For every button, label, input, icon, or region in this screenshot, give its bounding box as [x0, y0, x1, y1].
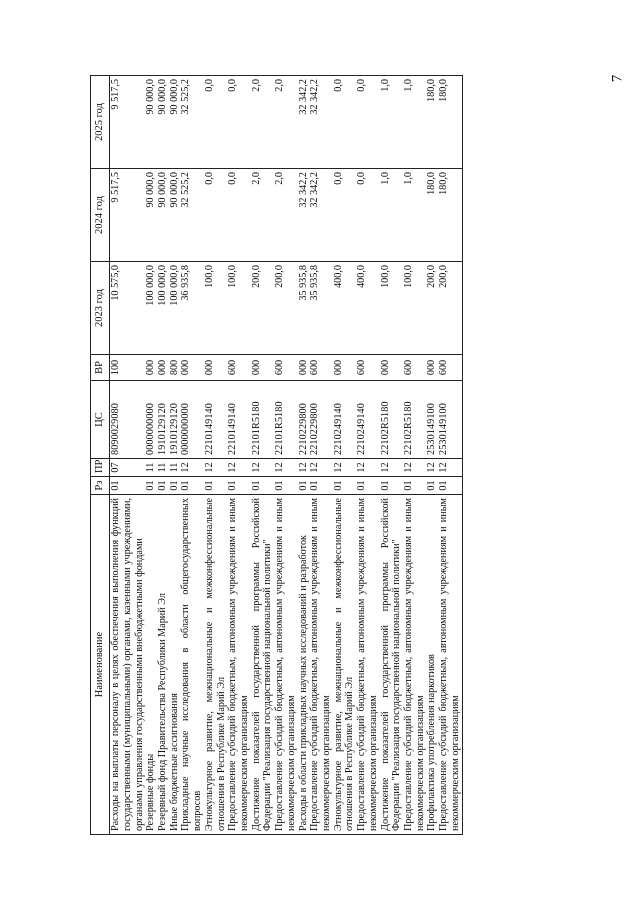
- row-cs: 2210149140: [204, 381, 227, 459]
- row-rz: 01: [309, 477, 332, 495]
- row-vr: 600: [309, 355, 332, 381]
- row-pr: 12: [438, 459, 462, 477]
- row-name: Достижение показателей государственной программы Российской Федерации "Реализация государственной национальной политики": [251, 495, 274, 835]
- row-pr: 12: [251, 459, 274, 477]
- row-name: Профилактика употребления наркотиков: [426, 495, 438, 835]
- rotated-table-container: [90, 75, 610, 835]
- row-value-2023: 100 000,0: [169, 262, 181, 355]
- row-cs: 0000000000: [180, 381, 203, 459]
- row-name: Предоставление субсидий бюджетным, автономным учреждениям и иным некоммерческим организациям: [438, 495, 462, 835]
- table-row: [356, 76, 379, 835]
- row-pr: 12: [274, 459, 297, 477]
- table-header-row: [91, 76, 110, 835]
- row-rz: 01: [251, 477, 274, 495]
- row-cs: 22101R5180: [274, 381, 297, 459]
- row-rz: 01: [180, 477, 203, 495]
- row-pr: 12: [356, 459, 379, 477]
- row-name: Предоставление субсидий бюджетным, автономным учреждениям и иным некоммерческим организациям: [309, 495, 332, 835]
- row-value-2024: 2,0: [251, 169, 274, 262]
- table-row: [157, 76, 169, 835]
- row-name: Резервные фонды: [145, 495, 157, 835]
- row-name: Этнокультурное развитие, межнациональные и межконфессиональные отношения в Республике Марий Эл: [333, 495, 356, 835]
- row-value-2023: 100,0: [204, 262, 227, 355]
- row-value-2024: 90 000,0: [169, 169, 181, 262]
- row-value-2023: 400,0: [333, 262, 356, 355]
- row-vr: 100: [110, 355, 146, 381]
- row-value-2024: 0,0: [227, 169, 250, 262]
- row-cs: 2210149140: [227, 381, 250, 459]
- row-rz: 01: [169, 477, 181, 495]
- row-value-2025: 90 000,0: [169, 76, 181, 169]
- row-name: Расходы в области прикладных научных исследований и разработок: [298, 495, 310, 835]
- row-value-2025: 0,0: [356, 76, 379, 169]
- row-vr: 800: [169, 355, 181, 381]
- row-rz: 01: [274, 477, 297, 495]
- row-value-2024: 32 525,2: [180, 169, 203, 262]
- row-cs: 2530149100: [426, 381, 438, 459]
- table-row: [333, 76, 356, 835]
- row-pr: 12: [403, 459, 426, 477]
- row-rz: 01: [145, 477, 157, 495]
- header-2023: 2023 год: [91, 262, 110, 355]
- table-row: [204, 76, 227, 835]
- row-cs: 8090029080: [110, 381, 146, 459]
- header-vr: ВР: [91, 355, 110, 381]
- row-cs: 22101R5180: [251, 381, 274, 459]
- row-name: Предоставление субсидий бюджетным, автономным учреждениям и иным некоммерческим организациям: [274, 495, 297, 835]
- row-cs: 2530149100: [438, 381, 462, 459]
- row-value-2024: 0,0: [333, 169, 356, 262]
- row-pr: 12: [298, 459, 310, 477]
- row-value-2024: 2,0: [274, 169, 297, 262]
- row-value-2023: 100 000,0: [145, 262, 157, 355]
- page-number: 7: [609, 74, 626, 83]
- row-rz: 01: [356, 477, 379, 495]
- row-rz: 01: [426, 477, 438, 495]
- row-name: Резервный фонд Правительства Республики Марий Эл: [157, 495, 169, 835]
- table-row: [110, 76, 146, 835]
- budget-table: [90, 75, 463, 835]
- header-name: Наименование: [91, 495, 110, 835]
- row-vr: 000: [145, 355, 157, 381]
- row-value-2024: 1,0: [403, 169, 426, 262]
- row-value-2025: 0,0: [227, 76, 250, 169]
- row-value-2024: 32 342,2: [298, 169, 310, 262]
- row-value-2025: 2,0: [251, 76, 274, 169]
- row-value-2025: 180,0: [426, 76, 438, 169]
- row-pr: 12: [426, 459, 438, 477]
- row-name: Иные бюджетные ассигнования: [169, 495, 181, 835]
- row-value-2025: 32 525,2: [180, 76, 203, 169]
- row-vr: 600: [438, 355, 462, 381]
- header-2024: 2024 год: [91, 169, 110, 262]
- row-cs: 22102R5180: [380, 381, 403, 459]
- row-vr: 000: [426, 355, 438, 381]
- row-name: Предоставление субсидий бюджетным, автономным учреждениям и иным некоммерческим организациям: [356, 495, 379, 835]
- row-cs: 2210249140: [356, 381, 379, 459]
- row-rz: 01: [380, 477, 403, 495]
- row-pr: 11: [145, 459, 157, 477]
- table-row: [145, 76, 157, 835]
- row-name: Предоставление субсидий бюджетным, автономным учреждениям и иным некоммерческим организациям: [227, 495, 250, 835]
- row-name: Прикладные научные исследования в области общегосударственных вопросов: [180, 495, 203, 835]
- row-cs: 22102R5180: [403, 381, 426, 459]
- row-value-2025: 90 000,0: [157, 76, 169, 169]
- row-rz: 01: [110, 477, 146, 495]
- row-value-2024: 0,0: [204, 169, 227, 262]
- row-pr: 12: [180, 459, 203, 477]
- row-vr: 000: [204, 355, 227, 381]
- row-pr: 12: [309, 459, 332, 477]
- table-row: [380, 76, 403, 835]
- row-value-2023: 35 935,8: [309, 262, 332, 355]
- row-value-2024: 180,0: [426, 169, 438, 262]
- row-vr: 600: [356, 355, 379, 381]
- row-value-2024: 9 517,5: [110, 169, 146, 262]
- row-name: Расходы на выплаты персоналу в целях обеспечения выполнения функций государственными (муниципальными) органами, казенными учреждениями, органами управления государственными внебюджетными фондами: [110, 495, 146, 835]
- row-value-2025: 1,0: [403, 76, 426, 169]
- row-value-2023: 200,0: [426, 262, 438, 355]
- row-vr: 600: [274, 355, 297, 381]
- row-value-2025: 9 517,5: [110, 76, 146, 169]
- row-vr: 000: [298, 355, 310, 381]
- row-vr: 000: [180, 355, 203, 381]
- row-value-2023: 400,0: [356, 262, 379, 355]
- row-pr: 12: [227, 459, 250, 477]
- row-rz: 01: [333, 477, 356, 495]
- row-value-2023: 100 000,0: [157, 262, 169, 355]
- row-value-2023: 36 935,8: [180, 262, 203, 355]
- row-pr: 07: [110, 459, 146, 477]
- table-row: [180, 76, 203, 835]
- table-row: [438, 76, 462, 835]
- row-vr: 600: [227, 355, 250, 381]
- row-value-2023: 10 575,0: [110, 262, 146, 355]
- row-value-2025: 2,0: [274, 76, 297, 169]
- table-row: [251, 76, 274, 835]
- row-value-2025: 90 000,0: [145, 76, 157, 169]
- row-value-2024: 32 342,2: [309, 169, 332, 262]
- row-rz: 01: [227, 477, 250, 495]
- row-value-2023: 100,0: [227, 262, 250, 355]
- row-name: Предоставление субсидий бюджетным, автономным учреждениям и иным некоммерческим организациям: [403, 495, 426, 835]
- header-pr: ПР: [91, 459, 110, 477]
- table-row: [169, 76, 181, 835]
- row-pr: 11: [169, 459, 181, 477]
- row-value-2023: 100,0: [403, 262, 426, 355]
- row-vr: 000: [251, 355, 274, 381]
- table-row: [403, 76, 426, 835]
- table-row: [309, 76, 332, 835]
- row-pr: 12: [380, 459, 403, 477]
- row-pr: 12: [333, 459, 356, 477]
- row-cs: 1910129120: [169, 381, 181, 459]
- row-rz: 01: [157, 477, 169, 495]
- row-cs: 2210249140: [333, 381, 356, 459]
- table-row: [298, 76, 310, 835]
- row-value-2023: 100,0: [380, 262, 403, 355]
- row-value-2024: 90 000,0: [157, 169, 169, 262]
- row-value-2024: 180,0: [438, 169, 462, 262]
- row-value-2024: 1,0: [380, 169, 403, 262]
- row-vr: 000: [380, 355, 403, 381]
- row-rz: 01: [298, 477, 310, 495]
- row-value-2024: 0,0: [356, 169, 379, 262]
- row-vr: 600: [403, 355, 426, 381]
- row-value-2023: 200,0: [438, 262, 462, 355]
- row-value-2025: 0,0: [333, 76, 356, 169]
- table-row: [227, 76, 250, 835]
- row-pr: 11: [157, 459, 169, 477]
- row-cs: 2210229800: [298, 381, 310, 459]
- row-value-2025: 32 342,2: [309, 76, 332, 169]
- row-rz: 01: [204, 477, 227, 495]
- header-rz: Рз: [91, 477, 110, 495]
- row-vr: 000: [333, 355, 356, 381]
- row-value-2023: 200,0: [274, 262, 297, 355]
- row-name: Этнокультурное развитие, межнациональные и межконфессиональные отношения в Республике Марий Эл: [204, 495, 227, 835]
- row-value-2025: 0,0: [204, 76, 227, 169]
- row-cs: 2210229800: [309, 381, 332, 459]
- row-rz: 01: [438, 477, 462, 495]
- row-value-2023: 200,0: [251, 262, 274, 355]
- row-rz: 01: [403, 477, 426, 495]
- row-value-2025: 32 342,2: [298, 76, 310, 169]
- row-value-2024: 90 000,0: [145, 169, 157, 262]
- row-pr: 12: [204, 459, 227, 477]
- row-cs: 0000000000: [145, 381, 157, 459]
- row-value-2025: 1,0: [380, 76, 403, 169]
- header-cs: ЦС: [91, 381, 110, 459]
- row-cs: 1910129120: [157, 381, 169, 459]
- header-2025: 2025 год: [91, 76, 110, 169]
- row-value-2023: 35 935,8: [298, 262, 310, 355]
- table-row: [274, 76, 297, 835]
- row-vr: 000: [157, 355, 169, 381]
- row-name: Достижение показателей государственной программы Российской Федерации "Реализация государственной национальной политики": [380, 495, 403, 835]
- table-row: [426, 76, 438, 835]
- row-value-2025: 180,0: [438, 76, 462, 169]
